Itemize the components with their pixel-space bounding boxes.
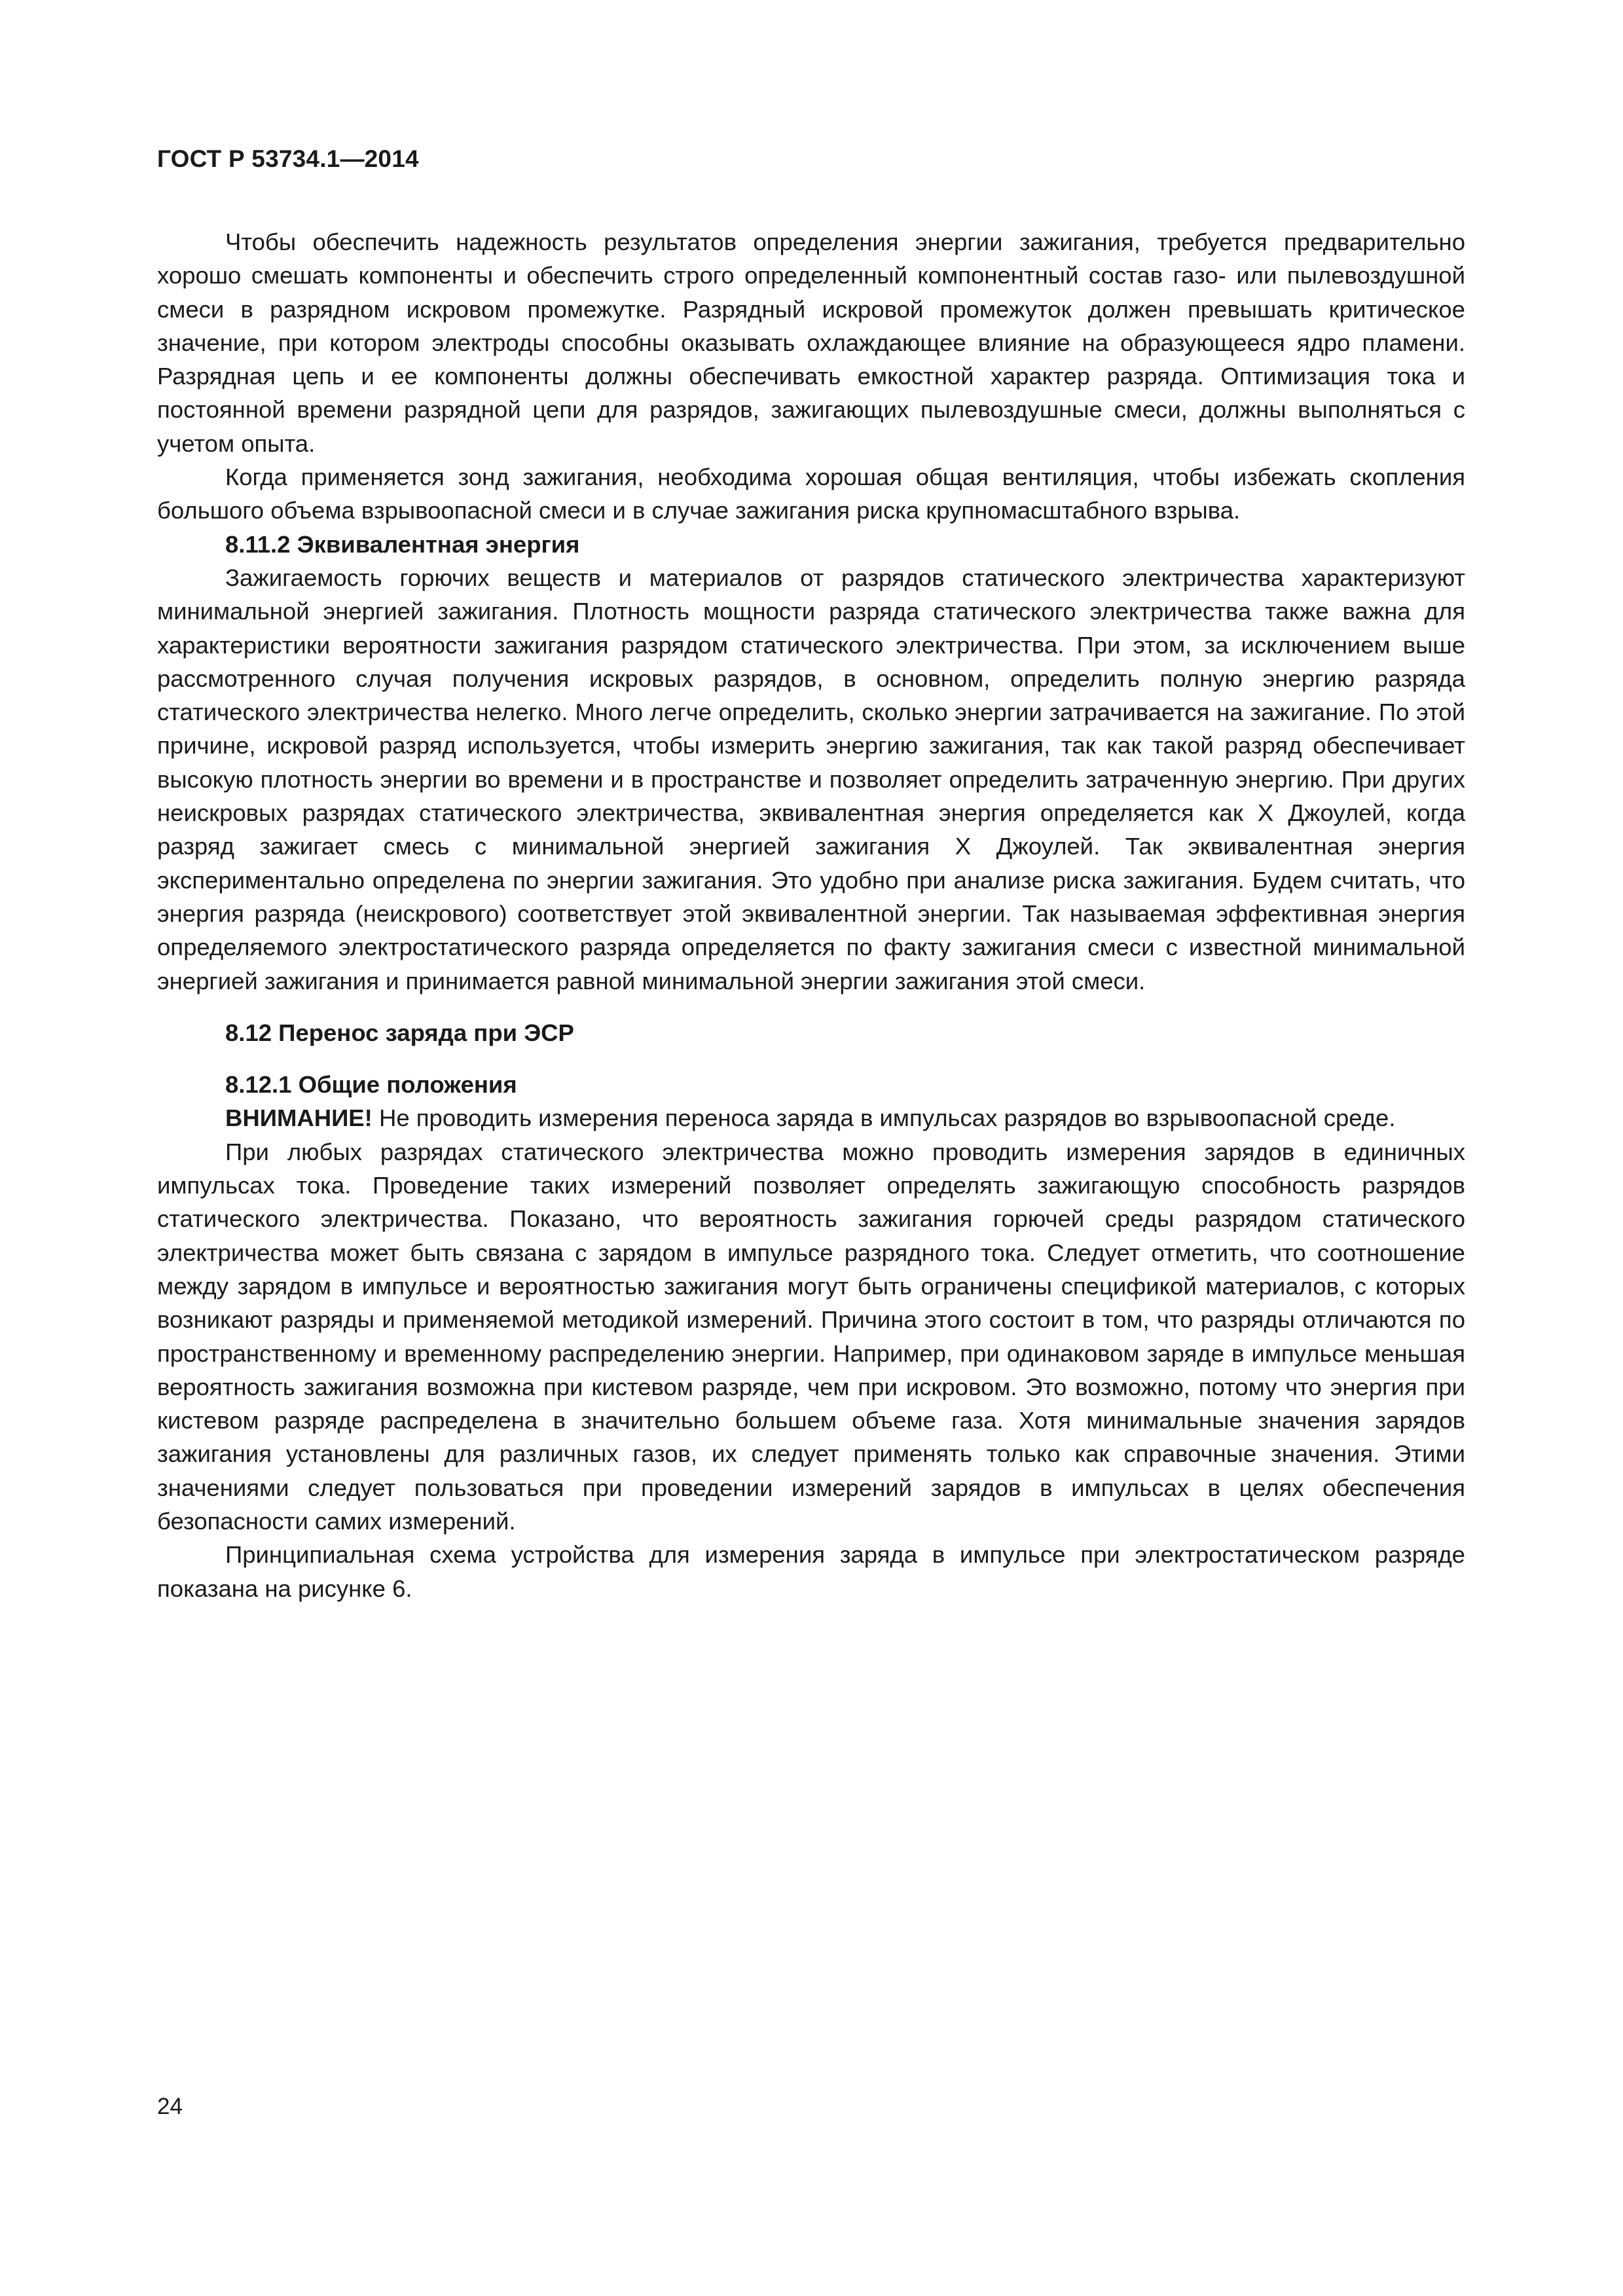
- paragraph-warning: [157, 1101, 1465, 1135]
- section-heading-8-12: 8.12 Перенос заряда при ЭСР: [225, 1019, 574, 1046]
- paragraph-charge-measurements: При любых разрядах статического электричества можно проводить измерения зарядов в единичных импульсах тока. Проведение таких измерений позволяет определять зажигающую способность разрядов статического электричества. Показано, что вероятность зажигания горючей среды разрядом статического электричества может быть связана с зарядом в импульсе разрядного тока. Следует отметить, что соотношение между зарядом в импульсе и вероятностью зажигания могут быть ограничены спецификой материалов, с которых возникают разряды и применяемой методикой измерений. Причина этого состоит в том, что разряды отличаются по пространственному и временному распределению энергии. Например, при одинаковом заряде в импульсе меньшая вероятность зажигания возможна при кистевом разряде, чем при искровом. Это возможно, потому что энергия при кистевом разряде распределена в значительно большем объеме газа. Хотя минимальные значения зарядов зажигания установлены для различных газов, их следует применять только как справочные значения. Этими значениями следует пользоваться при проведении измерений зарядов в импульсах в целях обеспечения безопасности самих измерений.: [157, 1138, 1465, 1535]
- page-number: 24: [157, 2094, 183, 2119]
- document-body: [157, 225, 1465, 1605]
- warning-text: Не проводить измерения переноса заряда в импульсах разрядов во взрывоопасной среде.: [372, 1104, 1396, 1132]
- paragraph-figure-reference: Принципиальная схема устройства для измерения заряда в импульсе при электростатическом разряде показана на рисунке 6.: [157, 1541, 1465, 1602]
- section-heading-8-11-2: 8.11.2 Эквивалентная энергия: [225, 530, 580, 558]
- section-heading-8-12-1: 8.12.1 Общие положения: [225, 1071, 517, 1099]
- paragraph-equivalent-energy: Зажигаемость горючих веществ и материалов от разрядов статического электричества характеризуют минимальной энергией зажигания. Плотность мощности разряда статического электричества также важна для характеристики вероятности зажигания разрядом статического электричества. При этом, за исключением выше рассмотренного случая получения искровых разрядов, в основном, определить полную энергию разряда статического электричества нелегко. Много легче определить, сколько энергии затрачивается на зажигание. По этой причине, искровой разряд используется, чтобы измерить энергию зажигания, так как такой разряд обеспечивает высокую плотность энергии во времени и в пространстве и позволяет определить затраченную энергию. При других неискровых разрядах статического электричества, эквивалентная энергия определяется как X Джоулей, когда разряд зажигает смесь с минимальной энергией зажигания X Джоулей. Так эквивалентная энергия экспериментально определена по энергии зажигания. Это удобно при анализе риска зажигания. Будем считать, что энергия разряда (неискрового) соответствует этой эквивалентной энергии. Так называемая эффективная энергия определяемого электростатического разряда определяется по факту зажигания смеси с известной минимальной энергией зажигания и принимается равной минимальной энергии зажигания этой смеси.: [157, 564, 1465, 994]
- warning-label: ВНИМАНИЕ!: [225, 1104, 373, 1132]
- paragraph-ignition-energy-reliability: Чтобы обеспечить надежность результатов определения энергии зажигания, требуется предварительно хорошо смешать компоненты и обеспечить строго определенный компонентный состав газо- или пылевоздушной смеси в разрядном искровом промежутке. Разрядный искровой промежуток должен превышать критическое значение, при котором электроды способны оказывать охлаждающее влияние на образующееся ядро пламени. Разрядная цепь и ее компоненты должны обеспечивать емкостной характер разряда. Оптимизация тока и постоянной времени разрядной цепи для разрядов, зажигающих пылевоздушные смеси, должны выполняться с учетом опыта.: [157, 228, 1465, 457]
- document-code-header: ГОСТ Р 53734.1—2014: [157, 145, 419, 172]
- paragraph-ignition-probe-ventilation: Когда применяется зонд зажигания, необходима хорошая общая вентиляция, чтобы избежать скопления большого объема взрывоопасной смеси и в случае зажигания риска крупномасштабного взрыва.: [157, 464, 1465, 524]
